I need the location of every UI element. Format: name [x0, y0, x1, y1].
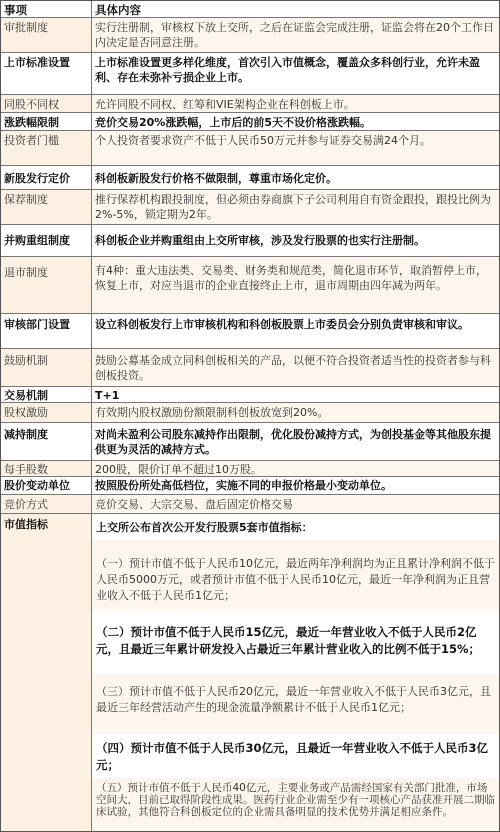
row-key: 审核部门设置: [1, 314, 92, 348]
table-row: [1, 403, 499, 423]
row-key: 并购重组制度: [1, 225, 92, 256]
row-value: 上市标准设置更多样化维度，首次引入市值概念，覆盖众多科创行业，允许未盈利、存在未弥补亏损企业上市。: [92, 53, 499, 94]
row-key: 退市制度: [1, 257, 92, 313]
table-row: [1, 18, 499, 53]
row-key: 股价变动单位: [1, 477, 92, 494]
table-row: [1, 423, 499, 461]
row-value: 科创板企业并购重组由上交所审核，涉及发行股票的也实行注册制。: [92, 225, 499, 256]
table-row: [1, 190, 499, 225]
row-key: 投资者门槛: [1, 131, 92, 165]
market-cap-item: （一）预计市值不低于人民币10亿元，最近两年净利润均为正且累计净利润不低于人民币5000万元，或者预计市值不低于人民币10亿元，最近一年净利润为正且营业收入不低于人民币1亿元；: [92, 540, 499, 610]
row-value: 有效期内股权激励份额限制科创板放宽到20%。: [92, 403, 499, 422]
table-row: [1, 387, 499, 403]
table-row: [1, 131, 499, 166]
table-row: [1, 349, 499, 387]
header-value: 具体内容: [92, 1, 499, 17]
table-header-row: [1, 1, 499, 18]
row-key: 竞价方式: [1, 495, 92, 513]
row-key: 交易机制: [1, 387, 92, 402]
row-key: 上市标准设置: [1, 53, 92, 94]
market-cap-key: 市值指标: [1, 514, 92, 831]
table-row: [1, 95, 499, 113]
row-value: 竞价交易、大宗交易、盘后固定价格交易: [92, 495, 499, 513]
table-row: [1, 113, 499, 131]
row-key: 同股不同权: [1, 95, 92, 112]
row-value: 竞价交易20%涨跌幅，上市后的前5天不设价格涨跌幅。: [92, 113, 499, 130]
market-cap-intro: 上交所公布首次公开发行股票5套市值指标：: [92, 520, 499, 540]
table-row: [1, 495, 499, 514]
row-key: 股权激励: [1, 403, 92, 422]
row-value: 设立科创板发行上市审核机构和科创板股票上市委员会分别负责审核和审议。: [92, 314, 499, 348]
row-key: 新股发行定价: [1, 166, 92, 189]
row-value: 有4种：重大违法类、交易类、财务类和规范类，简化退市环节，取消暂停上市，恢复上市，对应当退市的企业直接终止上市，退市周期由四年减为两年。: [92, 257, 499, 313]
table-row: [1, 314, 499, 349]
table-row: [1, 166, 499, 190]
row-key: 每手股数: [1, 461, 92, 476]
header-key: 事项: [1, 1, 92, 17]
market-cap-content: [92, 514, 499, 831]
row-value: 推行保荐机构跟投制度，但必须由券商旗下子公司利用自有资金跟投，跟投比例为2%-5%，锁定期为2年。: [92, 190, 499, 224]
row-value: 对尚未盈利公司股东减持作出限制，优化股份减持方式，为创投基金等其他股东提供更为灵活的减持方式。: [92, 423, 499, 460]
row-value: 鼓励公募基金成立同科创板相关的产品，以便不符合投资者适当性的投资者参与科创板投资。: [92, 349, 499, 386]
market-cap-item: （五）预计市值不低于人民币40亿元，主要业务或产品需经国家有关部门批准，市场空间大，目前已取得阶段性成果。医药行业企业需至少有一项核心产品获准开展二期临床试验，其他符合科创板定位的企业需具备明显的技术优势并满足相应条件。: [92, 778, 499, 831]
row-value: T+1: [92, 387, 499, 402]
row-value: 按照股份所处高低档位，实施不同的申报价格最小变动单位。: [92, 477, 499, 494]
row-key: 审批制度: [1, 18, 92, 52]
market-cap-item: （二）预计市值不低于人民币15亿元，最近一年营业收入不低于人民币2亿元，且最近三年累计研发投入占最近三年累计营业收入的比例不低于15%；: [92, 610, 499, 674]
market-cap-item: （三）预计市值不低于人民币20亿元，最近一年营业收入不低于人民币3亿元，且最近三年经营活动产生的现金流量净额累计不低于人民币1亿元；: [92, 674, 499, 734]
row-key: 鼓励机制: [1, 349, 92, 386]
market-cap-item: （四）预计市值不低于人民币30亿元，且最近一年营业收入不低于人民币3亿元；: [92, 734, 499, 778]
row-key: 保荐制度: [1, 190, 92, 224]
row-key: 涨跌幅限制: [1, 113, 92, 130]
row-value: 实行注册制，审核权下放上交所，之后在证监会完成注册，证监会将在20个工作日内决定是否同意注册。: [92, 18, 499, 52]
table-row: [1, 461, 499, 477]
table-row: [1, 53, 499, 95]
table-row: [1, 257, 499, 314]
row-value: 200股，限价订单不超过10万股。: [92, 461, 499, 476]
row-value: 科创板新股发行价格不做限制，尊重市场化定价。: [92, 166, 499, 189]
row-key: 减持制度: [1, 423, 92, 460]
table-row: [1, 225, 499, 257]
row-value: 允许同股不同权、红筹和VIE架构企业在科创板上市。: [92, 95, 499, 112]
table-row: [1, 477, 499, 495]
row-value: 个人投资者要求资产不低于人民币50万元并参与证券交易满24个月。: [92, 131, 499, 165]
market-cap-section: [1, 514, 499, 831]
